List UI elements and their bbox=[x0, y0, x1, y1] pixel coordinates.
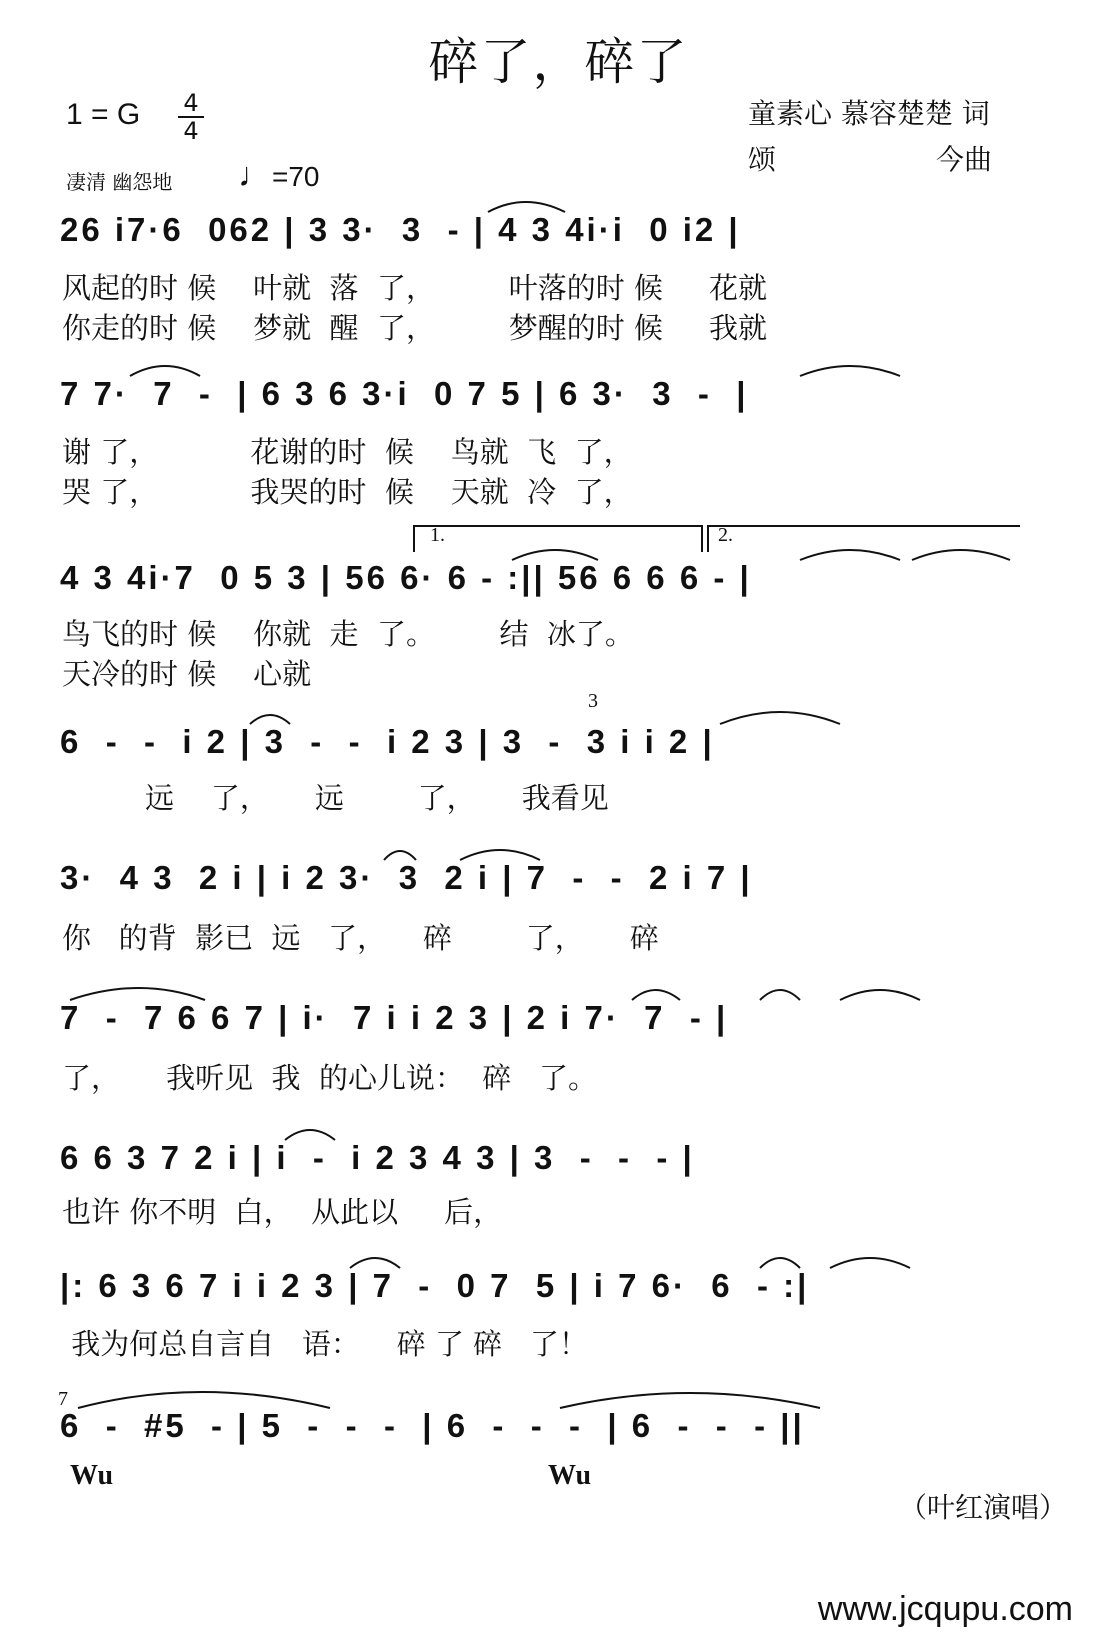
score-row-5-notes: 3· 4 3 2 i | i 2 3· 3 2 i | 7 - - 2 i 7 | bbox=[60, 859, 753, 896]
score-row-7-notes: 6 6 3 7 2 i | i - i 2 3 4 3 | 3 - - - | bbox=[60, 1139, 695, 1176]
score-row-9-notes: 6 - #5 - | 5 - - - | 6 - - - | 6 - - - || bbox=[60, 1407, 805, 1444]
tempo-value: =70 bbox=[272, 161, 320, 192]
score-row-2-lyrics-verse-1: 谢 了， 花谢的时 候 鸟就 飞 了， bbox=[62, 435, 633, 469]
song-title: 碎了，碎了 bbox=[428, 33, 689, 91]
score-row-4-notes: 6 - - i 2 | 3 - - i 2 3 | 3 - 3 i i 2 | bbox=[60, 723, 715, 760]
score-row-3-notes: 4 3 4i·7 0 5 3 | 56 6· 6 - :|| 56 6 6 6 - | bbox=[60, 559, 752, 596]
score-row-6-notes: 7 - 7 6 6 7 | i· 7 i i 2 3 | 2 i 7· 7 - | bbox=[60, 999, 729, 1036]
first-ending-mark: 1. bbox=[430, 524, 445, 546]
score-row-6-lyrics: 了， 我听见 我 的心儿说： 碎 了。 bbox=[62, 1061, 598, 1095]
score-row-3-lyrics-verse-1: 鸟飞的时 候 你就 走 了。 结 冰了。 bbox=[62, 617, 634, 651]
score-row-4-lyrics: 远 了， 远 了， 我看见 bbox=[62, 781, 609, 815]
score-row-8-lyrics: 我为何总自言自 语： 碎 了 碎 了！ bbox=[62, 1327, 588, 1361]
first-ending-bracket bbox=[414, 526, 702, 552]
time-signature-top: 4 bbox=[183, 89, 199, 117]
grace-note: 7 bbox=[58, 1388, 68, 1410]
performer-credit: （叶红演唱） bbox=[898, 1491, 1067, 1524]
triplet-mark: 3 bbox=[588, 690, 598, 712]
composer-suffix: 今曲 bbox=[936, 143, 993, 176]
second-ending-mark: 2. bbox=[718, 524, 733, 546]
score-row-1-lyrics-verse-2: 你走的时 候 梦就 醒 了， 梦醒的时 候 我就 bbox=[62, 311, 768, 345]
score-row-2-lyrics-verse-2: 哭 了， 我哭的时 候 天就 冷 了， bbox=[62, 475, 633, 509]
quarter-note-icon: ♩ bbox=[238, 156, 272, 194]
score-row-3-lyrics-verse-2: 天冷的时 候 心就 bbox=[62, 657, 312, 691]
score-row-1-lyrics-verse-1: 风起的时 候 叶就 落 了， 叶落的时 候 花就 bbox=[62, 271, 768, 305]
score-row-2-notes: 7 7· 7 - | 6 3 6 3·i 0 7 5 | 6 3· 3 - | bbox=[60, 375, 749, 412]
lyricist-credit: 童素心 慕容楚楚 词 bbox=[748, 97, 990, 130]
composer-prefix: 颂 bbox=[748, 143, 777, 176]
vocalise-1: Wu bbox=[70, 1460, 114, 1491]
score-row-8-notes: |: 6 3 6 7 i i 2 3 | 7 - 0 7 5 | i 7 6· 6 - :| bbox=[60, 1267, 810, 1304]
score-row-1-notes: 26 i7·6 062 | 3 3· 3 - | 4 3 4i·i 0 i2 | bbox=[60, 211, 741, 248]
performance-mood: 凄清 幽怨地 bbox=[66, 170, 173, 194]
vocalise-2: Wu bbox=[548, 1460, 592, 1491]
score-row-7-lyrics: 也许 你不明 白， 从此以 后， bbox=[62, 1195, 503, 1229]
key-signature: 1 = G bbox=[66, 98, 141, 131]
score-row-5-lyrics: 你 的背 影已 远 了， 碎 了， 碎 bbox=[62, 921, 659, 955]
tempo-marking bbox=[238, 156, 320, 195]
time-signature-bottom: 4 bbox=[183, 117, 199, 145]
site-watermark: www.jcqupu.com bbox=[817, 1590, 1073, 1628]
time-signature bbox=[178, 89, 204, 145]
second-ending-bracket bbox=[708, 526, 1020, 552]
